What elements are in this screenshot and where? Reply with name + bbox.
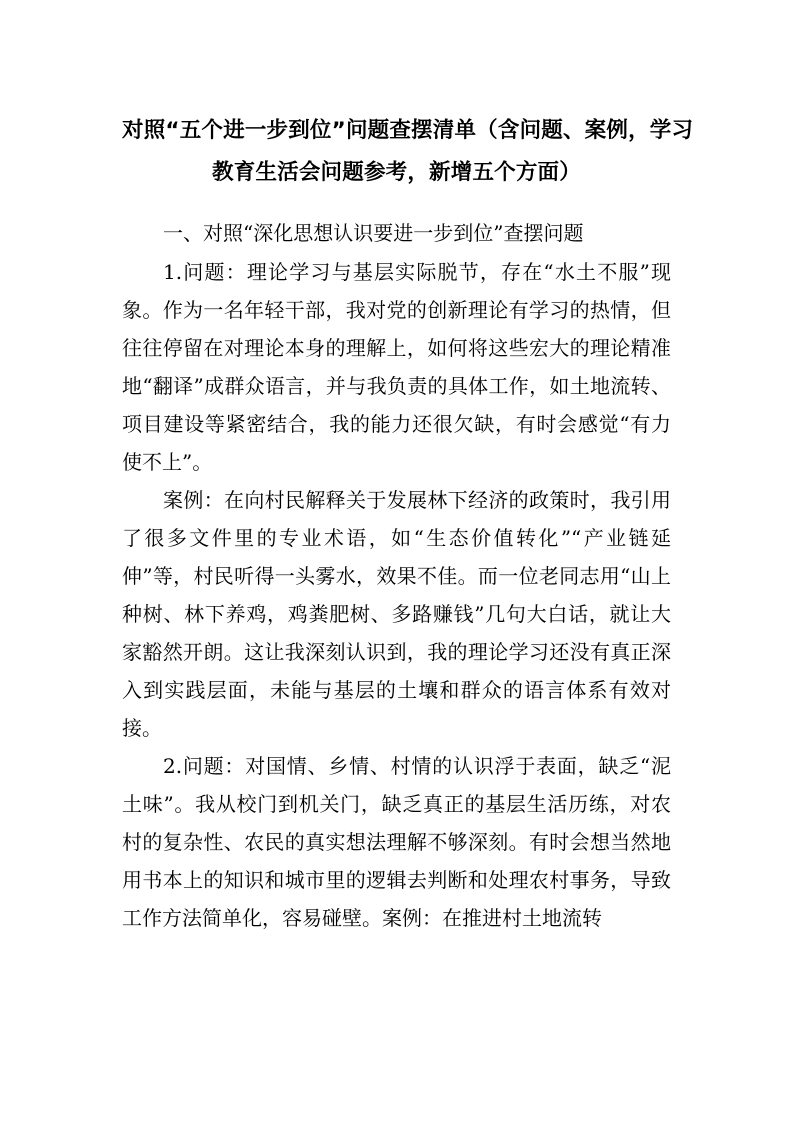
title-line-1: 对照“五个进一步到位”问题查摆清单（含问题、案例，学习 xyxy=(122,118,694,143)
paragraph-problem-2: 2.问题：对国情、乡情、村情的认识浮于表面，缺乏“泥土味”。我从校门到机关门，缺乏真正的基层生活历练，对农村的复杂性、农民的真实想法理解不够深刻。有时会想当然地用书本上的知识和城市里的逻辑去判断和处理农村事务，导致工作方法简单化，容易碰壁。案例：在推进村土地流转 xyxy=(122,754,671,930)
document-body xyxy=(122,110,694,937)
paragraph-problem-1: 1.问题：理论学习与基层实际脱节，存在“水土不服”现象。作为一名年轻干部，我对党的创新理论有学习的热情，但往往停留在对理论本身的理解上，如何将这些宏大的理论精准地“翻译”成群众语言，并与我负责的具体工作，如土地流转、项目建设等紧密结合，我的能力还很欠缺，有时会感觉“有力使不上”。 xyxy=(122,260,671,474)
section-heading-1: 一、对照“深化思想认识要进一步到位”查摆问题 xyxy=(163,221,584,245)
document-title xyxy=(122,110,694,194)
paragraph-case-1: 案例：在向村民解释关于发展林下经济的政策时，我引用了很多文件里的专业术语，如“生态价值转化”“产业链延伸”等，村民听得一头雾水，效果不佳。而一位老同志用“山上种树、林下养鸡，鸡粪肥树、多路赚钱”几句大白话，就让大家豁然开朗。这让我深刻认识到，我的理论学习还没有真正深入到实践层面，未能与基层的土壤和群众的语言体系有效对接。 xyxy=(122,488,671,740)
title-line-2: 教育生活会问题参考，新增五个方面） xyxy=(212,160,581,185)
